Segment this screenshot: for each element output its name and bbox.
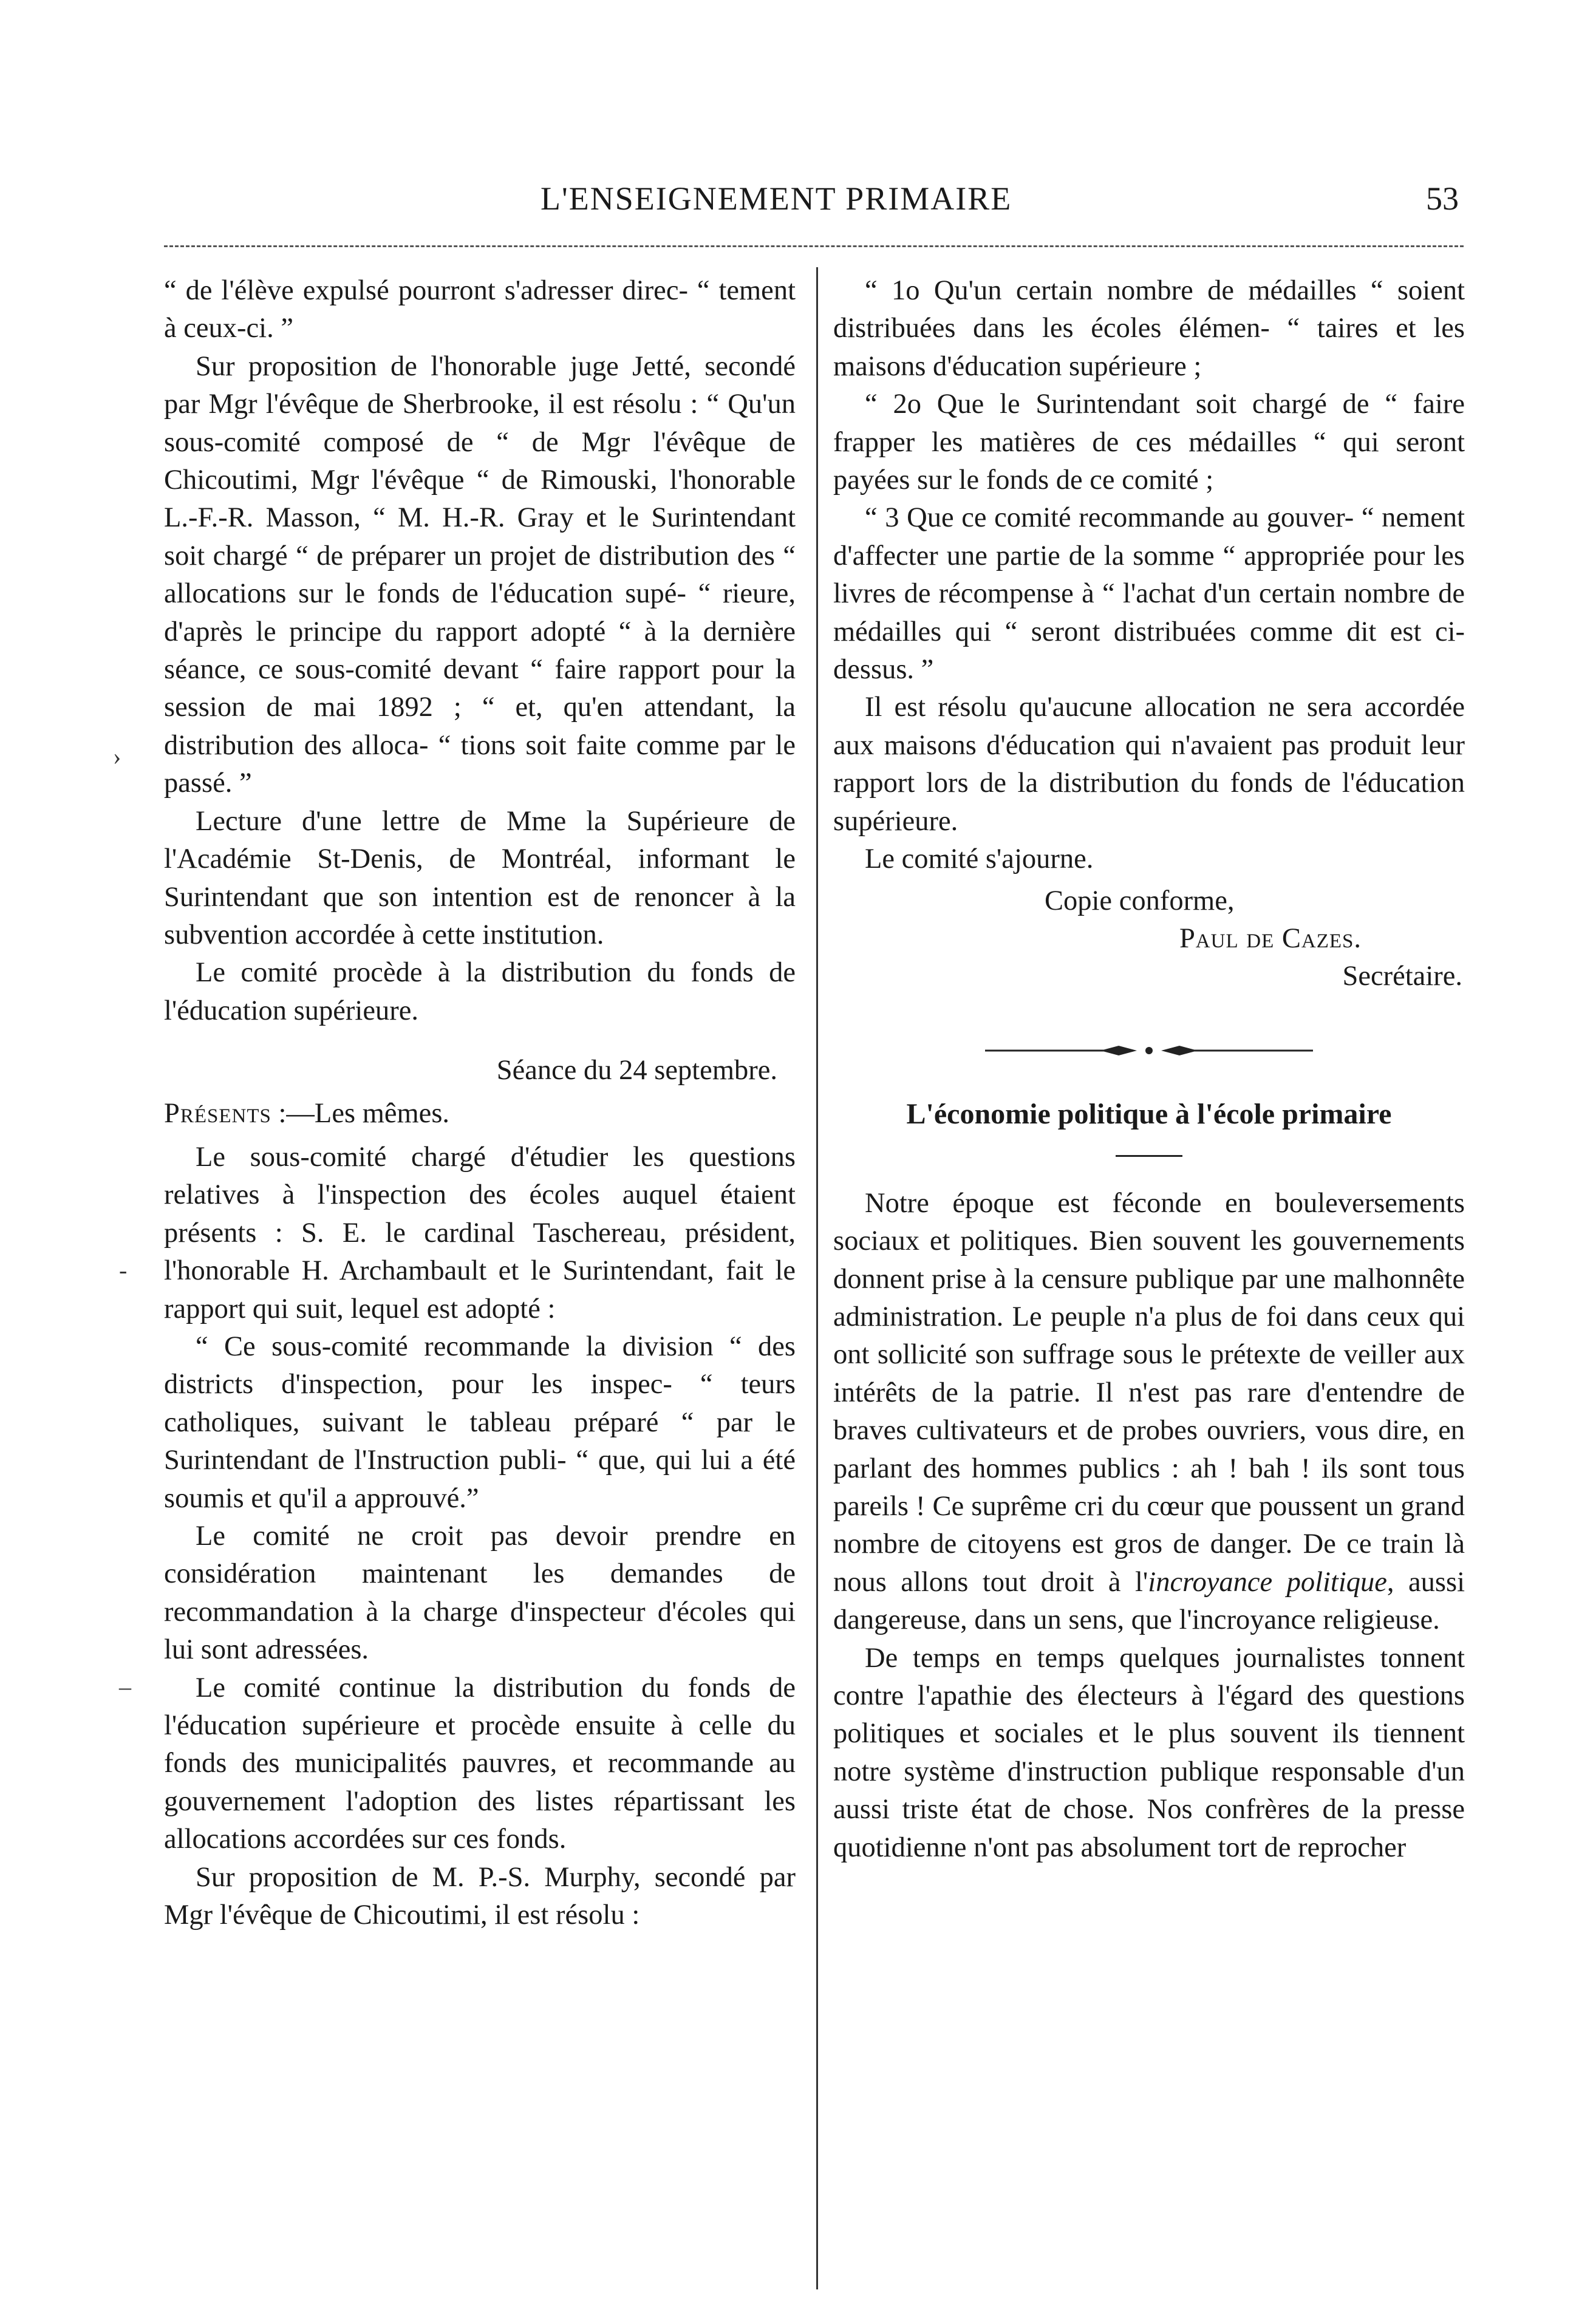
italic-term: incroyance politique [1148,1566,1387,1598]
attendance-text: :—Les mêmes. [271,1097,450,1129]
text-run: , aussi dangereuse, dans un sens, que l'incroyance religieuse. [833,1566,1465,1636]
paragraph: Sur proposition de l'honorable juge Jetté, secondé par Mgr l'évêque de Sherbrooke, il est résolu : “ Qu'un sous-comité composé de “ de Mgr l'évêque de Chicoutimi, Mgr l'évêque “ de Rimouski, l'honorable L.-F.-R. Masson, “ M. H.-R. Gray et le Surintendant soit chargé “ de préparer un projet de distribution des “ allocations sur le fonds de l'éducation supé- “ rieure, d'après le principe du rapport adopté “ à la dernière séance, ce sous-comité devant “ faire rapport pour la session de mai 1892 ; “ et, qu'en attendant, la distribution des alloca- “ tions soit faite comme par le passé. ” [164,350,796,799]
left-column [164,272,796,1934]
text-run: Notre époque est féconde en bouleversements sociaux et politiques. Bien souvent les gouvernements donnent prise à la censure publique par une malhonnête administration. Le peuple n'a plus de foi dans ceux qui ont sollicité son suffrage sous le prétexte de veiller aux intérêts de la patrie. Il n'est pas rare d'entendre de braves cultivateurs et de probes ouvriers, vous dire, en parlant des hommes publics : ah ! bah ! ils sont tous pareils ! Ce suprême cri du cœur que poussent un grand nombre de citoyens est gros de danger. De ce train là nous allons tout droit à l' [833,1187,1465,1598]
paragraph: “ 2o Que le Surintendant soit chargé de “ faire frapper les matières de ces médailles “ qui seront payées sur le fonds de ce comité ; [833,389,1465,496]
article-title: L'économie politique à l'école primaire [906,1097,1392,1130]
margin-mark: – [119,1673,131,1700]
paragraph [833,1185,1465,1640]
paragraph: “ 1o Qu'un certain nombre de médailles “ soient distribuées dans les écoles élémen- “ taires et les maisons d'éducation supérieure ; [833,275,1465,382]
paragraph: Le sous-comité chargé d'étudier les questions relatives à l'inspection des écoles auquel étaient présents : S. E. le cardinal Taschereau, président, l'honorable H. Archambault et le Surintendant, fait le rapport qui suit, lequel est adopté : [164,1141,796,1324]
margin-mark: › [113,743,121,770]
page-number: 53 [1426,180,1459,217]
margin-mark: - [119,1256,128,1284]
paragraph: “ Ce sous-comité recommande la division “ des districts d'inspection, pour les inspec- “ teurs catholiques, suivant le tableau préparé “ par le Surintendant de l'Instruction publi- “ que, qui lui a été soumis et qu'il a approuvé.” [164,1331,796,1514]
right-column [833,272,1465,1867]
running-head [0,180,1596,228]
paragraph: Le comité ne croit pas devoir prendre en considération maintenant les demandes de recommandation à la charge d'inspecteur d'écoles qui lui sont adressées. [164,1521,796,1666]
paragraph: “ 3 Que ce comité recommande au gouver- “ nement d'affecter une partie de la somme “ appropriée pour les livres de récompense à “ l'achat d'un certain nombre de médailles qui “ seront distribuées comme dit est ci-dessus. ” [833,502,1465,686]
column-rule [816,267,818,2289]
header-rule [164,245,1464,247]
certification-line: Copie conforme, [1045,885,1235,916]
signature-title: Secrétaire. [1342,961,1462,992]
paragraph: Le comité continue la distribution du fonds de l'éducation supérieure et procède ensuite à celle du fonds des municipalités pauvres, et recommande au gouvernement l'adoption des listes répartissant les allocations accordées sur ces fonds. [164,1672,796,1855]
attendance-label: Présents [164,1097,271,1129]
paragraph: Lecture d'une lettre de Mme la Supérieure de l'Académie St-Denis, de Montréal, informant le Surintendant que son intention est de renoncer à la subvention accordée à cette institution. [164,805,796,950]
title-rule [1116,1155,1182,1157]
paragraph: Il est résolu qu'aucune allocation ne sera accordée aux maisons d'éducation qui n'avaient pas produit leur rapport lors de la distribution du fonds de l'éducation supérieure. [833,692,1465,837]
running-title: L'ENSEIGNEMENT PRIMAIRE [541,180,1012,217]
signature-name: Paul de Cazes. [1179,922,1362,954]
paragraph: Sur proposition de M. P.-S. Murphy, secondé par Mgr l'évêque de Chicoutimi, il est résolu : [164,1861,796,1931]
paragraph: Le comité procède à la distribution du fonds de l'éducation supérieure. [164,957,796,1026]
paragraph: De temps en temps quelques journalistes tonnent contre l'apathie des électeurs à l'égard des questions politiques et sociales et le plus souvent ils tiennent notre système d'instruction publique responsable d'un aussi triste état de chose. Nos confrères de la presse quotidienne n'ont pas absolument tort de reprocher [833,1642,1465,1863]
paragraph: “ de l'élève expulsé pourront s'adresser direc- “ tement à ceux-ci. ” [164,275,796,344]
attendance-line [164,1095,796,1133]
ornament-divider [833,1038,1465,1063]
paragraph: Le comité s'ajourne. [865,844,1094,875]
session-heading: Séance du 24 septembre. [496,1055,777,1086]
